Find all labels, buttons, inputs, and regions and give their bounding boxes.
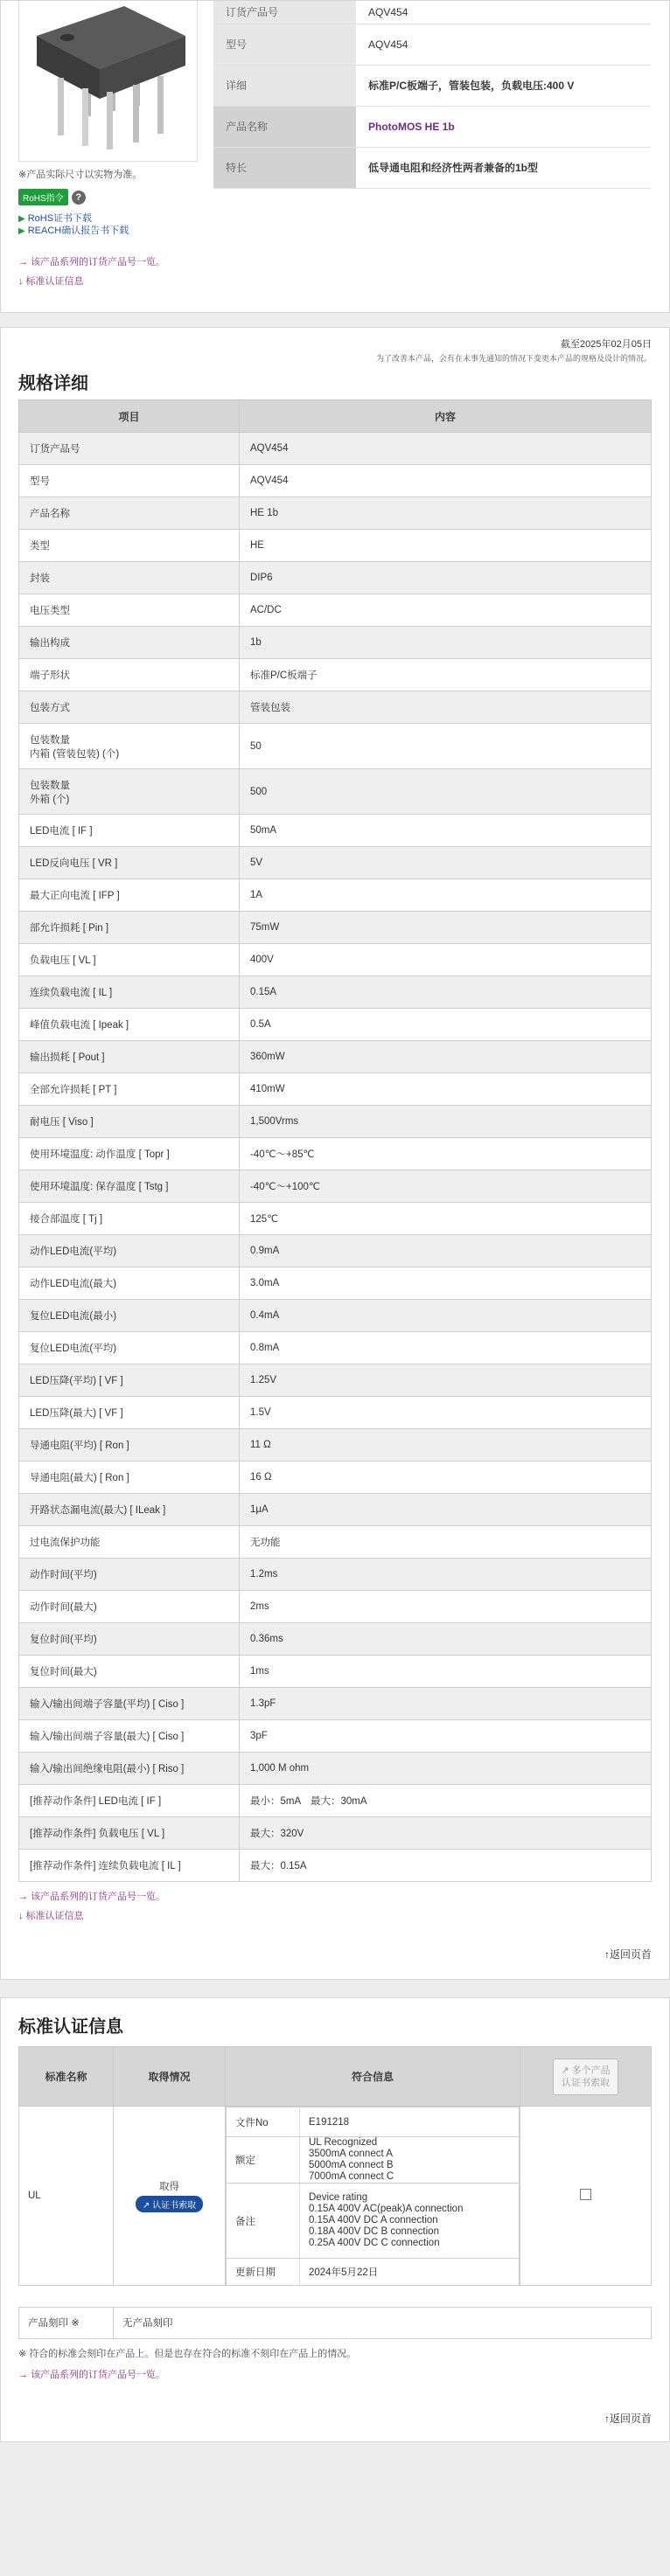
note-line: 0.15A 400V AC(peak)A connection [309, 2204, 464, 2214]
spec-row [19, 1267, 652, 1300]
link-label: 返回页首 [609, 1948, 652, 1961]
summary-key: 产品名称 [213, 106, 356, 147]
spec-value: 管装包装 [240, 691, 652, 724]
spec-key: 订货产品号 [19, 433, 240, 465]
summary-value: AQV454 [356, 1, 651, 24]
spec-key: 输出损耗 [ Pout ] [19, 1041, 240, 1073]
link-label: 该产品系列的订货产品号一览。 [31, 1892, 166, 1902]
spec-key: LED压降(平均) [ VF ] [19, 1364, 240, 1397]
spec-key: LED反向电压 [ VR ] [19, 847, 240, 879]
spec-value: 0.5A [240, 1009, 652, 1041]
rating-line: 3500mA connect A [309, 2149, 393, 2159]
spec-row [19, 1753, 652, 1785]
spec-row [19, 1817, 652, 1850]
link-label: REACH确认报告书下载 [27, 226, 129, 236]
summary-value: AQV454 [356, 24, 651, 65]
spec-row [19, 1494, 652, 1526]
spec-row [19, 627, 652, 659]
spec-row [19, 1106, 652, 1138]
spec-row [19, 815, 652, 847]
rating-line: UL Recognized [309, 2137, 378, 2148]
arrow-right-icon: ▶ [18, 214, 25, 224]
spec-value: 11 Ω [240, 1429, 652, 1462]
arrow-down-icon: ↓ [18, 276, 24, 287]
spec-key: 电压类型 [19, 594, 240, 627]
note-value [300, 2184, 520, 2259]
arrow-up-icon: ↑ [604, 1948, 610, 1961]
summary-row [213, 65, 651, 106]
spec-value: 最小：5mA 最大：30mA [240, 1785, 652, 1817]
spec-key: 最大正向电流 [ IFP ] [19, 879, 240, 912]
cert-table [18, 2046, 652, 2286]
arrow-up-icon: ↑ [604, 2412, 610, 2425]
spec-value: HE 1b [240, 497, 652, 530]
spec-row [19, 976, 652, 1009]
help-icon[interactable]: ? [72, 191, 86, 205]
spec-row [19, 1785, 652, 1817]
product-image [18, 1, 198, 162]
spec-key: 包装数量 外箱 (个) [19, 769, 240, 815]
spec-key: 复位时间(平均) [19, 1623, 240, 1656]
spec-value: 0.36ms [240, 1623, 652, 1656]
spec-value: 0.8mA [240, 1332, 652, 1364]
spec-value: 1.2ms [240, 1559, 652, 1591]
spec-row [19, 1235, 652, 1267]
rating-line: 5000mA connect B [309, 2160, 394, 2170]
spec-row [19, 659, 652, 691]
spec-key: 复位LED电流(平均) [19, 1332, 240, 1364]
summary-key: 型号 [213, 24, 356, 65]
spec-value: 1ms [240, 1656, 652, 1688]
spec-value: 0.4mA [240, 1300, 652, 1332]
series-list-link[interactable] [18, 254, 165, 268]
spec-value: 标准P/C板端子 [240, 659, 652, 691]
spec-value: 1b [240, 627, 652, 659]
summary-key: 订货产品号 [213, 1, 356, 24]
spec-row [19, 1462, 652, 1494]
spec-value: 125℃ [240, 1203, 652, 1235]
spec-row [19, 879, 652, 912]
spec-title: 规格详细 [18, 374, 88, 393]
spec-row [19, 1041, 652, 1073]
updated-value: 2024年5月22日 [300, 2259, 520, 2285]
summary-value: 标准P/C板端子，管装包装，负载电压:400 V [356, 65, 651, 106]
spec-value: 16 Ω [240, 1462, 652, 1494]
spec-value: 1.5V [240, 1397, 652, 1429]
spec-key: 使用环境温度: 动作温度 [ Topr ] [19, 1138, 240, 1170]
spec-value: -40℃～+100℃ [240, 1170, 652, 1203]
spec-row [19, 1170, 652, 1203]
spec-value: 3pF [240, 1720, 652, 1753]
spec-key: 全部允许损耗 [ PT ] [19, 1073, 240, 1106]
spec-row [19, 724, 652, 769]
arrow-right-icon: ▶ [18, 226, 25, 236]
rohs-row [18, 189, 86, 205]
multi-product-cert-button[interactable] [553, 2059, 618, 2095]
spec-value: -40℃～+85℃ [240, 1138, 652, 1170]
col-std-name: 标准名称 [19, 2047, 114, 2107]
spec-row [19, 691, 652, 724]
cert-title: 标准认证信息 [18, 2017, 123, 2037]
button-label: 多个产品 [571, 2065, 611, 2076]
link-label: 该产品系列的订货产品号一览。 [31, 257, 165, 267]
spec-key: 输出构成 [19, 627, 240, 659]
spec-key: 输入/输出间端子容量(最大) [ Ciso ] [19, 1720, 240, 1753]
spec-key: 耐电压 [ Viso ] [19, 1106, 240, 1138]
file-no-label: 文件No [227, 2107, 300, 2137]
spec-value: 1,000 M ohm [240, 1753, 652, 1785]
spec-row [19, 465, 652, 497]
spec-row [19, 1397, 652, 1429]
spec-row [19, 433, 652, 465]
spec-key: 过电流保护功能 [19, 1526, 240, 1559]
reach-report-download-link[interactable] [18, 223, 129, 237]
arrow-right-icon: → [18, 1892, 31, 1902]
spec-key: 开路状态漏电流(最大) [ ILeak ] [19, 1494, 240, 1526]
series-list-link[interactable] [18, 1892, 165, 1902]
spec-key: 部允许损耗 [ Pin ] [19, 912, 240, 944]
link-label: 返回页首 [609, 2412, 652, 2425]
cert-info-link[interactable] [18, 274, 84, 288]
spec-panel [0, 327, 670, 1980]
spec-value: 0.9mA [240, 1235, 652, 1267]
spec-row [19, 1623, 652, 1656]
spec-row [19, 912, 652, 944]
imprint-note: ※ 符合的标准会刻印在产品上。但是也存在符合的标准不刻印在产品上的情况。 [18, 2348, 357, 2359]
spec-value: 1μA [240, 1494, 652, 1526]
spec-value: 50 [240, 724, 652, 769]
summary-row [213, 1, 651, 24]
spec-value: 360mW [240, 1041, 652, 1073]
spec-row [19, 1009, 652, 1041]
arrow-up-right-icon: ↗ [142, 2200, 153, 2211]
spec-value: 5V [240, 847, 652, 879]
cert-row [19, 2107, 652, 2286]
spec-key: 类型 [19, 530, 240, 562]
button-label: 认证书索取 [562, 2077, 610, 2088]
spec-value: 2ms [240, 1591, 652, 1623]
spec-value: 3.0mA [240, 1267, 652, 1300]
spec-key: [推荐动作条件] 负载电压 [ VL ] [19, 1817, 240, 1850]
note-line: 0.25A 400V DC C connection [309, 2238, 440, 2248]
spec-value: 400V [240, 944, 652, 976]
spec-row [19, 769, 652, 815]
spec-key: [推荐动作条件] LED电流 [ IF ] [19, 1785, 240, 1817]
spec-key: 包装方式 [19, 691, 240, 724]
link-label: RoHS证书下载 [27, 213, 93, 224]
summary-row [213, 147, 651, 188]
select-checkbox[interactable] [580, 2189, 591, 2200]
spec-key: 负载电压 [ VL ] [19, 944, 240, 976]
spec-value: 1A [240, 879, 652, 912]
link-label: 标准认证信息 [25, 1911, 84, 1921]
spec-value: 最大：320V [240, 1817, 652, 1850]
spec-value: 无功能 [240, 1526, 652, 1559]
spec-value: AC/DC [240, 594, 652, 627]
back-to-top-link[interactable] [604, 2413, 652, 2425]
note-line: Device rating [309, 2192, 368, 2203]
spec-row [19, 1300, 652, 1332]
col-info: 符合信息 [226, 2047, 520, 2107]
spec-value: 1.25V [240, 1364, 652, 1397]
spec-row [19, 1559, 652, 1591]
spec-key: 导通电阻(最大) [ Ron ] [19, 1462, 240, 1494]
spec-value: HE [240, 530, 652, 562]
note-line: 0.18A 400V DC B connection [309, 2226, 439, 2237]
spec-key: 封装 [19, 562, 240, 594]
spec-key: 复位LED电流(最小) [19, 1300, 240, 1332]
arrow-down-icon: ↓ [18, 1911, 26, 1921]
as-of-date: 截至2025年02月05日 [561, 339, 652, 350]
spec-key: 动作时间(平均) [19, 1559, 240, 1591]
spec-key: [推荐动作条件] 连续负载电流 [ IL ] [19, 1850, 240, 1882]
spec-row [19, 1591, 652, 1623]
spec-row [19, 1850, 652, 1882]
link-label: 该产品系列的订货产品号一览。 [31, 2369, 166, 2380]
spec-row [19, 1073, 652, 1106]
summary-row [213, 106, 651, 147]
spec-value: 1,500Vrms [240, 1106, 652, 1138]
rating-label: 额定 [227, 2137, 300, 2184]
spec-row [19, 1656, 652, 1688]
spec-value: 0.15A [240, 976, 652, 1009]
summary-row [213, 24, 651, 65]
col-status: 取得情况 [114, 2047, 226, 2107]
spec-row [19, 1526, 652, 1559]
spec-value: 75mW [240, 912, 652, 944]
spec-value: 50mA [240, 815, 652, 847]
spec-table [18, 399, 652, 1882]
col-item-header: 项目 [19, 400, 240, 433]
rating-value [300, 2137, 520, 2184]
spec-row [19, 1720, 652, 1753]
spec-value: AQV454 [240, 465, 652, 497]
spec-row [19, 562, 652, 594]
spec-row [19, 530, 652, 562]
summary-value: PhotoMOS HE 1b [356, 106, 651, 147]
imprint-label: 产品刻印 ※ [19, 2307, 114, 2338]
arrow-right-icon: → [18, 257, 28, 267]
relay-chip-icon [19, 1, 198, 162]
spec-key: 复位时间(最大) [19, 1656, 240, 1688]
back-to-top-link[interactable] [604, 1948, 652, 1961]
file-no-value: E191218 [300, 2107, 520, 2137]
spec-value: 1.3pF [240, 1688, 652, 1720]
rating-line: 7000mA connect C [309, 2171, 394, 2182]
spec-row [19, 1688, 652, 1720]
spec-key: 产品名称 [19, 497, 240, 530]
spec-value: 410mW [240, 1073, 652, 1106]
spec-key: 型号 [19, 465, 240, 497]
spec-row [19, 1429, 652, 1462]
cert-detail-table [226, 2107, 520, 2285]
spec-row [19, 1138, 652, 1170]
spec-key: 连续负载电流 [ IL ] [19, 976, 240, 1009]
as-of-note: 为了改善本产品，会有在未事先通知的情况下变更本产品的规格及设计的情况。 [375, 354, 652, 363]
summary-key: 特长 [213, 147, 356, 188]
std-name: UL [19, 2107, 114, 2286]
spec-key: 使用环境温度: 保存温度 [ Tstg ] [19, 1170, 240, 1203]
spec-key: 端子形状 [19, 659, 240, 691]
spec-key: 导通电阻(平均) [ Ron ] [19, 1429, 240, 1462]
arrow-up-right-icon: ↗ [561, 2065, 572, 2076]
summary-key: 详细 [213, 65, 356, 106]
rohs-badge: RoHS指令 [18, 189, 68, 205]
spec-row [19, 594, 652, 627]
col-content-header: 内容 [240, 400, 652, 433]
link-label: 标准认证信息 [25, 276, 84, 287]
spec-row [19, 1364, 652, 1397]
updated-label: 更新日期 [227, 2259, 300, 2285]
spec-row [19, 1203, 652, 1235]
spec-key: 动作LED电流(平均) [19, 1235, 240, 1267]
spec-key: 接合部温度 [ Tj ] [19, 1203, 240, 1235]
spec-value: 500 [240, 769, 652, 815]
series-list-link[interactable] [18, 2370, 165, 2380]
cert-info-link[interactable] [18, 1911, 84, 1921]
summary-table [213, 1, 651, 189]
spec-key: LED压降(最大) [ VF ] [19, 1397, 240, 1429]
imprint-value: 无产品刻印 [114, 2307, 652, 2338]
get-cert-button[interactable] [136, 2196, 203, 2212]
summary-value: 低导通电阻和经济性两者兼备的1b型 [356, 147, 651, 188]
spec-row [19, 1332, 652, 1364]
spec-row [19, 944, 652, 976]
image-size-note: ※产品实际尺寸以实物为准。 [18, 170, 143, 180]
note-label: 备注 [227, 2184, 300, 2259]
note-line: 0.15A 400V DC A connection [309, 2215, 438, 2225]
cert-panel [0, 1997, 670, 2442]
spec-row [19, 497, 652, 530]
spec-row [19, 847, 652, 879]
spec-key: 输入/输出间绝缘电阻(最小) [ Riso ] [19, 1753, 240, 1785]
imprint-table [18, 2307, 652, 2339]
arrow-right-icon: → [18, 2369, 31, 2380]
spec-key: 包装数量 内箱 (管装包装) (个) [19, 724, 240, 769]
button-label: 认证书索取 [152, 2200, 197, 2211]
cert-status: 取得 [159, 2181, 179, 2192]
spec-key: 动作时间(最大) [19, 1591, 240, 1623]
spec-value: DIP6 [240, 562, 652, 594]
spec-value: 最大：0.15A [240, 1850, 652, 1882]
product-summary-panel [0, 0, 670, 313]
spec-key: 峰值负载电流 [ Ipeak ] [19, 1009, 240, 1041]
spec-key: 动作LED电流(最大) [19, 1267, 240, 1300]
spec-value: AQV454 [240, 433, 652, 465]
spec-key: 输入/输出间端子容量(平均) [ Ciso ] [19, 1688, 240, 1720]
spec-key: LED电流 [ IF ] [19, 815, 240, 847]
